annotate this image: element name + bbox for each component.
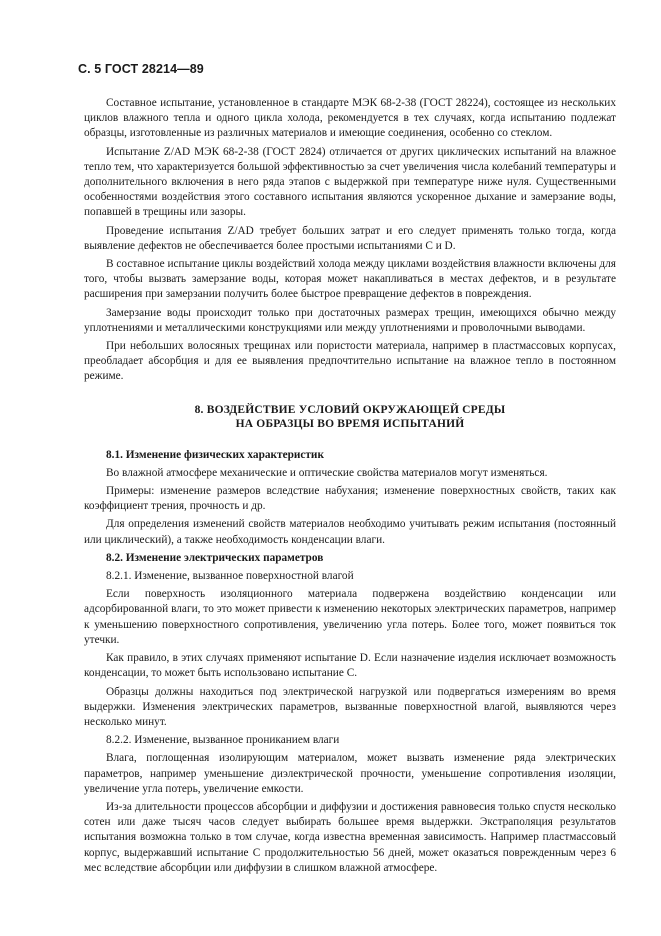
paragraph: Испытание Z/AD МЭК 68-2-38 (ГОСТ 2824) отличается от других циклических испытаний на влажное тепло тем, что характеризуется большой эффективностью за счет увеличения числа колебаний температуры и дополнительного включения в него ряда этапов с выдержкой при температуре ниже нуля. Существенными особенностями воздействия этого составного испытания являются ускоренное дыхание и замерзание воды, попавшей в трещины или зазоры. [84,145,616,219]
paragraph: Из-за длительности процессов абсорбции и диффузии и достижения равновесия только спустя несколько сотен или даже тысяч часов следует выбирать большее время выдержки. Экстраполяция результатов испытания возможна только в том случае, когда известна временная зависимость. Например пластмассовый корпус, выдержавший испытание С продолжительностью 56 дней, может оказаться поврежденным через 6 мес вследствие абсорбции или диффузии в слишком влажной атмосфере. [84,800,616,874]
subsection-heading: 8.1. Изменение физических характеристик [106,448,324,461]
paragraph: При небольших волосяных трещинах или пористости материала, например в пластмассовых корпусах, преобладает абсорбция и для ее выявления предпочтительно испытание на влажное тепло в постоянном режиме. [84,340,616,383]
paragraph: Проведение испытания Z/AD требует больших затрат и его следует применять только тогда, когда выявление дефектов не обеспечивается более простыми испытаниями С и D. [84,224,616,252]
subsection-heading: 8.2. Изменение электрических параметров [106,551,324,564]
paragraph: Влага, поглощенная изолирующим материалом, может вызвать изменение ряда электрических параметров, например уменьшение диэлектрической прочности, уменьшение сопротивления изоляции, увеличение угла потерь, увеличение емкости. [84,752,616,795]
paragraph: Замерзание воды происходит только при достаточных размерах трещин, имеющихся обычно между уплотнениями и металлическими конструкциями или между уплотнениями и проволочными выводами. [84,306,616,334]
paragraph: Примеры: изменение размеров вследствие набухания; изменение поверхностных свойств, таких как коэффициент трения, прочность и др. [84,485,616,513]
section-title-line: 8. ВОЗДЕЙСТВИЕ УСЛОВИЙ ОКРУЖАЮЩЕЙ СРЕДЫ [194,403,506,416]
paragraph: Составное испытание, установленное в стандарте МЭК 68-2-38 (ГОСТ 28224), состоящее из нескольких циклов влажного тепла и одного цикла холода, рекомендуется в тех случаях, когда испытанию подлежат образцы, изготовленные из различных материалов и имеющие соединения, особенно со стеклом. [84,97,616,140]
page-header: С. 5 ГОСТ 28214—89 [78,62,204,76]
section-title-line: НА ОБРАЗЦЫ ВО ВРЕМЯ ИСПЫТАНИЙ [235,418,465,431]
page-body [84,96,616,879]
paragraph: Образцы должны находиться под электрической нагрузкой или подвергаться измерениям во время выдержки. Изменения электрических параметров, вызванные поверхностной влагой, выявляются через несколько минут. [84,685,616,728]
paragraph: Для определения изменений свойств материалов необходимо учитывать режим испытания (постоянный или циклический), а также необходимость конденсации влаги. [84,518,616,546]
subsubsection-heading: 8.2.2. Изменение, вызванное прониканием влаги [106,734,340,747]
paragraph: Во влажной атмосфере механические и оптические свойства материалов могут изменяться. [106,466,548,479]
paragraph: Если поверхность изоляционного материала подвержена воздействию конденсации или адсорбированной влаги, то это может привести к изменению некоторых электрических параметров, например к уменьшению поверхностного сопротивления, увеличению угла потерь. Более того, может появиться ток утечки. [84,588,616,646]
section-title [84,403,616,432]
paragraph: В составное испытание циклы воздействий холода между циклами воздействия влажности включены для того, чтобы вызвать замерзание воды, которая может накапливаться в местах дефектов, и в результате расширения при замерзании получить более быстрое превращение дефектов в повреждения. [84,258,616,301]
paragraph: Как правило, в этих случаях применяют испытание D. Если назначение изделия исключает возможность конденсации, то может быть использовано испытание С. [84,652,616,680]
subsubsection-heading: 8.2.1. Изменение, вызванное поверхностной влагой [106,570,354,583]
